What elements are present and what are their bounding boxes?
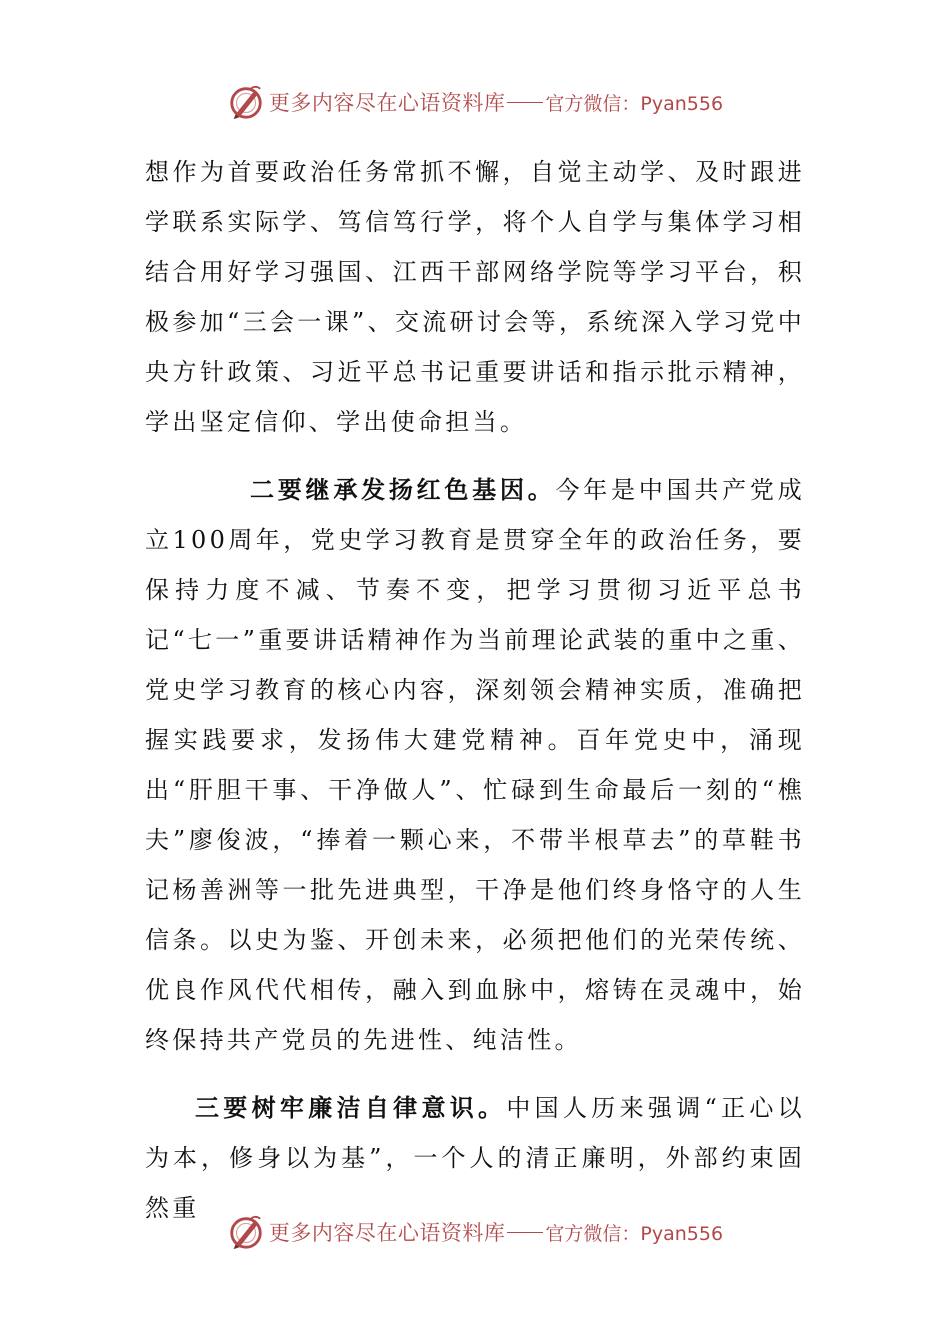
paragraph-1: 想作为首要政治任务常抓不懈，自觉主动学、及时跟进学联系实际学、笃信笃行学，将个人自学与集体学习相结合用好学习强国、江西干部网络学院等学习平台，积极参加“三会一课”、交流研讨会等，系统深入学习党中央方针政策、习近平总书记重要讲话和指示批示精神，学出坚定信仰、学出使命担当。 <box>145 158 805 436</box>
banner-contact: 官方微信：Pyan556 <box>545 92 724 115</box>
pen-circle-logo-icon <box>227 1213 265 1251</box>
paragraph-3-text: 中国人历来强调“正心以为本，修身以为基”，一个人的清正廉明，外部约束固然重 <box>145 1094 805 1222</box>
banner-divider <box>507 1232 543 1233</box>
banner-contact: 官方微信：Pyan556 <box>545 1222 724 1245</box>
document-body <box>145 147 805 1233</box>
pen-circle-logo-icon <box>227 83 265 121</box>
paragraph-2-text: 今年是中国共产党成立100周年，党史学习教育是贯穿全年的政治任务，要保持力度不减、节奏不变，把学习贯彻习近平总书记“七一”重要讲话精神作为当前理论武装的重中之重、党史学习教育的核心内容，深刻领会精神实质，准确把握实践要求，发扬伟大建党精神。百年党史中，涌现出“肝胆干事、干净做人”、忙碌到生命最后一刻的“樵夫”廖俊波，“捧着一颗心来，不带半根草去”的草鞋书记杨善洲等一批先进典型，干净是他们终身恪守的人生信条。以史为鉴、开创未来，必须把他们的光荣传统、优良作风代代相传，融入到血脉中，熔铸在灵魂中，始终保持共产党员的先进性、纯洁性。 <box>145 476 805 1054</box>
header-banner <box>0 80 950 124</box>
paragraph-2-heading: 二要继承发扬红色基因。 <box>250 475 556 504</box>
banner-divider <box>507 102 543 103</box>
paragraph-2 <box>145 465 805 1065</box>
banner-text: 更多内容尽在心语资料库 <box>268 91 506 115</box>
banner-text: 更多内容尽在心语资料库 <box>268 1221 506 1245</box>
footer-banner <box>0 1210 950 1254</box>
paragraph-3-heading: 三要树牢廉洁自律意识。 <box>195 1093 507 1122</box>
